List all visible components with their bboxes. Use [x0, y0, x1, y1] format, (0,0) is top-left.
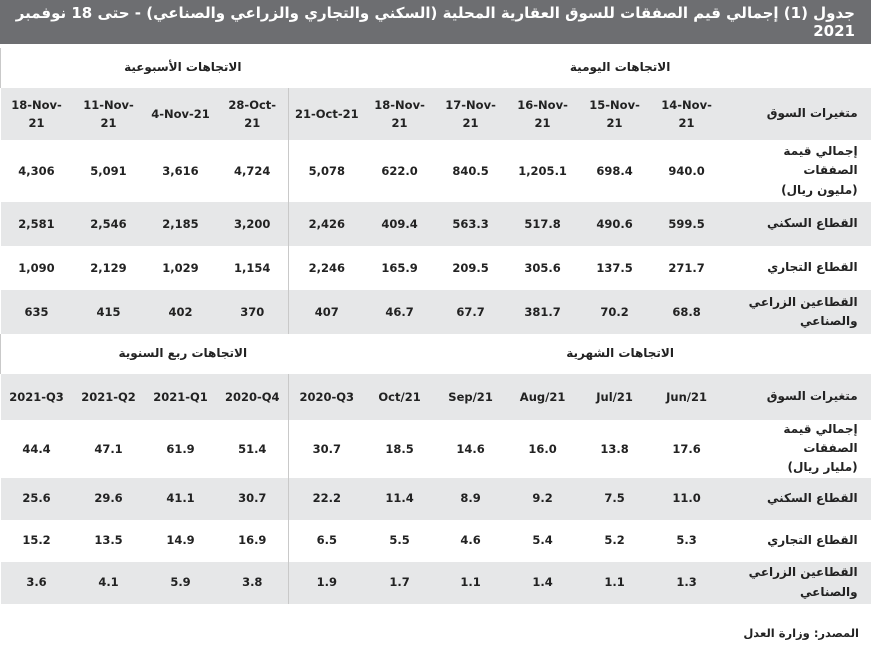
- value-cell: 9.2: [507, 478, 579, 520]
- value-cell: 3.6: [1, 562, 73, 604]
- value-cell: 209.5: [452, 260, 489, 275]
- section-title-left: الاتجاهات ربع السنوية: [1, 334, 365, 374]
- header-row: [1, 88, 871, 140]
- value-cell: 2,129: [90, 260, 127, 275]
- value-cell: 6.5: [289, 520, 365, 562]
- value-cell: 25.6: [1, 478, 73, 520]
- column-header: 14-Nov-21: [651, 88, 723, 140]
- value-cell: 15.2: [22, 533, 51, 548]
- value-cell: 137.5: [596, 260, 633, 275]
- value-cell: 7.5: [579, 478, 651, 520]
- value-cell: 22.2: [289, 478, 365, 520]
- value-cell: 30.7: [217, 478, 289, 520]
- value-cell: 1,205.1: [518, 163, 567, 178]
- row-label-text: إجمالي قيمة الصفقات: [783, 144, 858, 178]
- value-cell: 635: [1, 290, 73, 334]
- data-table: [0, 48, 871, 604]
- section-row: [1, 334, 871, 374]
- table-row: [1, 478, 871, 520]
- row-unit-text: (مليون ريال): [781, 182, 858, 197]
- value-cell: 2,581: [1, 202, 73, 246]
- value-cell: 67.7: [435, 290, 507, 334]
- column-header: 2021-Q3: [1, 374, 73, 420]
- row-label: [723, 420, 871, 478]
- table-row: [1, 290, 871, 334]
- value-cell: 490.6: [579, 202, 651, 246]
- row-label-text: القطاع السكني: [766, 216, 858, 231]
- value-cell: 1.7: [365, 562, 435, 604]
- value-cell: 44.4: [22, 441, 51, 456]
- column-header: 21-Oct-21: [289, 88, 365, 140]
- column-header: Aug/21: [507, 374, 579, 420]
- value-cell: 563.3: [435, 202, 507, 246]
- value-cell: 1.1: [435, 562, 507, 604]
- value-cell: 402: [145, 290, 217, 334]
- table-title: جدول (1) إجمالي قيم الصفقات للسوق العقارية المحلية (السكني والتجاري والزراعي والصناعي) - حتى 18 نوفمبر 2021: [0, 0, 871, 44]
- value-cell: 165.9: [381, 260, 418, 275]
- column-header: 15-Nov-21: [579, 88, 651, 140]
- section-row: [1, 48, 871, 88]
- column-header: 18-Nov-21: [365, 88, 435, 140]
- value-cell: 698.4: [596, 163, 633, 178]
- value-cell: 4,724: [234, 163, 271, 178]
- value-cell: 29.6: [73, 478, 145, 520]
- header-label: متغيرات السوق: [723, 374, 871, 420]
- value-cell: 1.3: [651, 562, 723, 604]
- value-cell: 1.4: [507, 562, 579, 604]
- value-cell: 1,154: [234, 260, 271, 275]
- row-label-text: القطاعين الزراعي والصناعي: [748, 294, 858, 328]
- value-cell: 840.5: [452, 163, 489, 178]
- table-row: [1, 246, 871, 290]
- value-cell: 2,185: [145, 202, 217, 246]
- value-cell: 4.6: [460, 533, 481, 548]
- value-cell: 305.6: [524, 260, 561, 275]
- value-cell: 622.0: [381, 163, 418, 178]
- row-label-text: القطاع التجاري: [767, 260, 858, 275]
- value-cell: 14.9: [166, 533, 195, 548]
- value-cell: 5.4: [532, 533, 553, 548]
- value-cell: 4.1: [73, 562, 145, 604]
- column-header: Jul/21: [579, 374, 651, 420]
- value-cell: 5,091: [90, 163, 127, 178]
- column-header: 28-Oct-21: [217, 88, 289, 140]
- value-cell: 5.3: [676, 533, 697, 548]
- value-cell: 940.0: [668, 163, 705, 178]
- column-header: 16-Nov-21: [507, 88, 579, 140]
- header-label: متغيرات السوق: [723, 88, 871, 140]
- table-row: [1, 420, 871, 478]
- value-cell: 1,090: [18, 260, 55, 275]
- value-cell: 41.1: [145, 478, 217, 520]
- column-header: 11-Nov-21: [73, 88, 145, 140]
- section-title-right: الاتجاهات اليومية: [569, 60, 671, 75]
- row-label-text: القطاع السكني: [766, 490, 858, 505]
- value-cell: 4,306: [18, 163, 55, 178]
- column-header: Sep/21: [435, 374, 507, 420]
- value-cell: 13.5: [94, 533, 123, 548]
- table-row: [1, 562, 871, 604]
- value-cell: 11.0: [651, 478, 723, 520]
- section-title-left: الاتجاهات الأسبوعية: [1, 48, 365, 88]
- row-label: [723, 520, 871, 562]
- value-cell: 370: [217, 290, 289, 334]
- value-cell: 11.4: [365, 478, 435, 520]
- row-label: [723, 478, 871, 520]
- column-header: 2021-Q1: [145, 374, 217, 420]
- value-cell: 407: [289, 290, 365, 334]
- section-title-right: الاتجاهات الشهرية: [566, 346, 674, 361]
- row-label-text: القطاع التجاري: [767, 532, 858, 547]
- header-row: [1, 374, 871, 420]
- value-cell: 1,029: [162, 260, 199, 275]
- table-row: [1, 140, 871, 202]
- value-cell: 271.7: [668, 260, 705, 275]
- value-cell: 2,546: [73, 202, 145, 246]
- value-cell: 16.0: [528, 441, 557, 456]
- row-label-text: إجمالي قيمة الصفقات: [783, 422, 858, 456]
- row-label: [723, 562, 871, 604]
- value-cell: 47.1: [94, 441, 123, 456]
- value-cell: 8.9: [435, 478, 507, 520]
- column-header: 2021-Q2: [73, 374, 145, 420]
- row-label: [723, 202, 871, 246]
- value-cell: 61.9: [166, 441, 195, 456]
- value-cell: 517.8: [507, 202, 579, 246]
- value-cell: 1.1: [579, 562, 651, 604]
- value-cell: 415: [73, 290, 145, 334]
- value-cell: 14.6: [456, 441, 485, 456]
- value-cell: 17.6: [672, 441, 701, 456]
- column-header: 17-Nov-21: [435, 88, 507, 140]
- value-cell: 5.9: [145, 562, 217, 604]
- value-cell: 599.5: [651, 202, 723, 246]
- value-cell: 46.7: [365, 290, 435, 334]
- value-cell: 51.4: [238, 441, 267, 456]
- value-cell: 5,078: [289, 140, 365, 202]
- value-cell: 3.8: [217, 562, 289, 604]
- value-cell: 18.5: [385, 441, 414, 456]
- value-cell: 2,246: [289, 246, 365, 290]
- value-cell: 13.8: [600, 441, 629, 456]
- row-label: [723, 246, 871, 290]
- column-header: 18-Nov-21: [1, 88, 73, 140]
- table-row: [1, 520, 871, 562]
- table-row: [1, 202, 871, 246]
- row-unit-text: (مليار ريال): [787, 460, 858, 475]
- column-header: Oct/21: [365, 374, 435, 420]
- value-cell: 30.7: [289, 420, 365, 478]
- source-note: المصدر: وزارة العدل: [743, 626, 859, 640]
- column-header: Jun/21: [651, 374, 723, 420]
- value-cell: 409.4: [365, 202, 435, 246]
- column-header: 4-Nov-21: [145, 88, 217, 140]
- value-cell: 5.5: [389, 533, 410, 548]
- value-cell: 1.9: [289, 562, 365, 604]
- row-label: [723, 140, 871, 202]
- value-cell: 2,426: [289, 202, 365, 246]
- value-cell: 3,200: [217, 202, 289, 246]
- row-label: [723, 290, 871, 334]
- value-cell: 5.2: [604, 533, 625, 548]
- value-cell: 3,616: [162, 163, 199, 178]
- value-cell: 68.8: [651, 290, 723, 334]
- column-header: 2020-Q4: [217, 374, 289, 420]
- row-label-text: القطاعين الزراعي والصناعي: [748, 565, 858, 599]
- column-header: 2020-Q3: [289, 374, 365, 420]
- value-cell: 70.2: [579, 290, 651, 334]
- value-cell: 16.9: [238, 533, 267, 548]
- value-cell: 381.7: [507, 290, 579, 334]
